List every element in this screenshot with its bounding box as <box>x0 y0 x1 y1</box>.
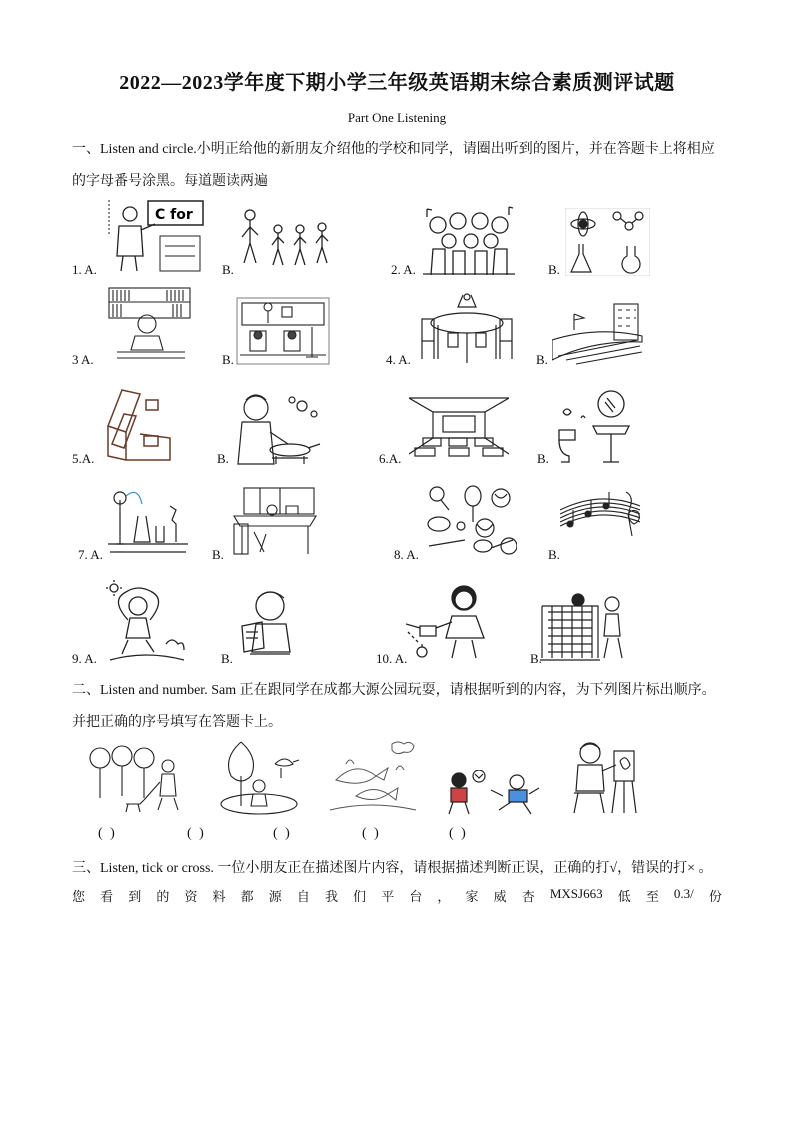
page-title: 2022—2023学年度下期小学三年级英语期末综合素质测评试题 <box>119 72 675 94</box>
children-walking-picture[interactable] <box>240 205 335 270</box>
item-8-b-label: B. <box>548 547 560 562</box>
footer-word: 份 <box>708 889 722 904</box>
item-7-b-label: B. <box>212 547 224 562</box>
item-4-a-label: 4. A. <box>386 352 411 367</box>
item-6-a-label: 6.A. <box>379 451 402 466</box>
item-6-b-label: B. <box>537 451 549 466</box>
football-goal-picture[interactable] <box>540 592 626 662</box>
item-7-a-label: 7. A. <box>78 547 103 562</box>
footer-word: 杏 <box>521 889 535 904</box>
item-3-b-label: B. <box>222 352 234 367</box>
item-3-a-label: 3 A. <box>72 352 94 367</box>
choir-singing-picture[interactable] <box>423 205 515 275</box>
board-text: C for <box>155 207 193 223</box>
fish-pond-picture[interactable] <box>326 740 418 816</box>
messy-desk-picture[interactable] <box>230 486 320 556</box>
item-9-b-label: B. <box>221 651 233 666</box>
item-1-b-label: B. <box>222 262 234 277</box>
footer-word: 到 <box>128 889 142 904</box>
boys-playing-football-picture[interactable] <box>441 770 547 816</box>
order-blank-4[interactable]: ( ) <box>362 826 381 841</box>
footer-word: 料 <box>212 889 226 904</box>
girl-jumping-rope-picture[interactable] <box>106 580 186 662</box>
order-blank-3[interactable]: ( ) <box>273 826 292 841</box>
footer-word: 自 <box>296 889 310 904</box>
order-blank-1[interactable]: ( ) <box>98 826 117 841</box>
item-4-b-label: B. <box>536 352 548 367</box>
playground-picture[interactable] <box>552 300 644 366</box>
computer-room-picture[interactable] <box>104 386 176 464</box>
empty-classroom-picture[interactable] <box>409 394 509 458</box>
boy-under-tree-bird-picture[interactable] <box>219 738 301 816</box>
item-2-a-label: 2. A. <box>391 262 416 277</box>
laboratory-picture[interactable] <box>108 486 188 554</box>
section1-line1: 一、Listen and circle.小明正给他的新朋友介绍他的学校和同学，请圈出听到的图片，并在答题卡上将相应 <box>72 142 715 157</box>
boy-reading-picture[interactable] <box>236 588 296 660</box>
footer-word: 台 <box>409 889 423 904</box>
footer-word: 低 <box>617 889 631 904</box>
item-5-a-label: 5.A. <box>72 451 95 466</box>
footer-notice <box>72 886 722 905</box>
footer-word: 0.3/ <box>673 886 694 901</box>
item-5-b-label: B. <box>217 451 229 466</box>
item-10-b-label: B. <box>530 651 542 666</box>
library-reading-picture[interactable] <box>107 286 192 362</box>
music-notes-picture[interactable] <box>560 484 646 540</box>
item-8-a-label: 8. A. <box>394 547 419 562</box>
dining-room-picture[interactable] <box>418 293 516 365</box>
section1-instruction <box>72 134 732 198</box>
girl-watering-picture[interactable] <box>406 582 504 664</box>
footer-word: 资 <box>184 889 198 904</box>
footer-word: 家 <box>465 889 479 904</box>
item-1-a-label: 1. A. <box>72 262 97 277</box>
section2-line1: 二、Listen and number. Sam 正在跟同学在成都大源公园玩耍，请根据听到的内容，为下列图片标出顺序。 <box>72 683 716 698</box>
item-10-a-label: 10. A. <box>376 651 408 666</box>
footer-word: 的 <box>156 889 170 904</box>
item-2-b-label: B. <box>548 262 560 277</box>
footer-word: 您 <box>72 889 86 904</box>
teacher-picture[interactable] <box>105 196 205 274</box>
footer-word: 都 <box>240 889 254 904</box>
bathroom-picture[interactable] <box>555 388 635 464</box>
order-blank-2[interactable]: ( ) <box>187 826 206 841</box>
item-9-a-label: 9. A. <box>72 651 97 666</box>
walking-dog-in-park-picture[interactable] <box>86 742 186 814</box>
cooking-picture[interactable] <box>232 392 322 466</box>
classroom-picture[interactable] <box>236 297 330 365</box>
footer-word: 们 <box>353 889 367 904</box>
footer-word: 至 <box>645 889 659 904</box>
science-picture[interactable] <box>565 208 650 276</box>
section3-instruction: 三、Listen, tick or cross. 一位小朋友正在描述图片内容，请根据描述判断正误，正确的打√，错误的打× 。 <box>72 861 713 876</box>
section2-instruction <box>72 675 732 739</box>
footer-word: 我 <box>324 889 338 904</box>
footer-word: 威 <box>493 889 507 904</box>
footer-word: ， <box>437 889 451 904</box>
order-blank-5[interactable]: ( ) <box>449 826 468 841</box>
boy-painting-picture[interactable] <box>570 741 638 815</box>
footer-word: 平 <box>381 889 395 904</box>
section1-line2: 的字母番号涂黑。每道题读两遍 <box>72 174 268 189</box>
footer-word: 源 <box>268 889 282 904</box>
part-subtitle: Part One Listening <box>347 110 447 125</box>
section2-line2: 并把正确的序号填写在答题卡上。 <box>72 715 282 730</box>
footer-code: MXSJ663 <box>549 886 603 901</box>
footer-word: 看 <box>100 889 114 904</box>
sports-balls-picture[interactable] <box>425 484 517 558</box>
